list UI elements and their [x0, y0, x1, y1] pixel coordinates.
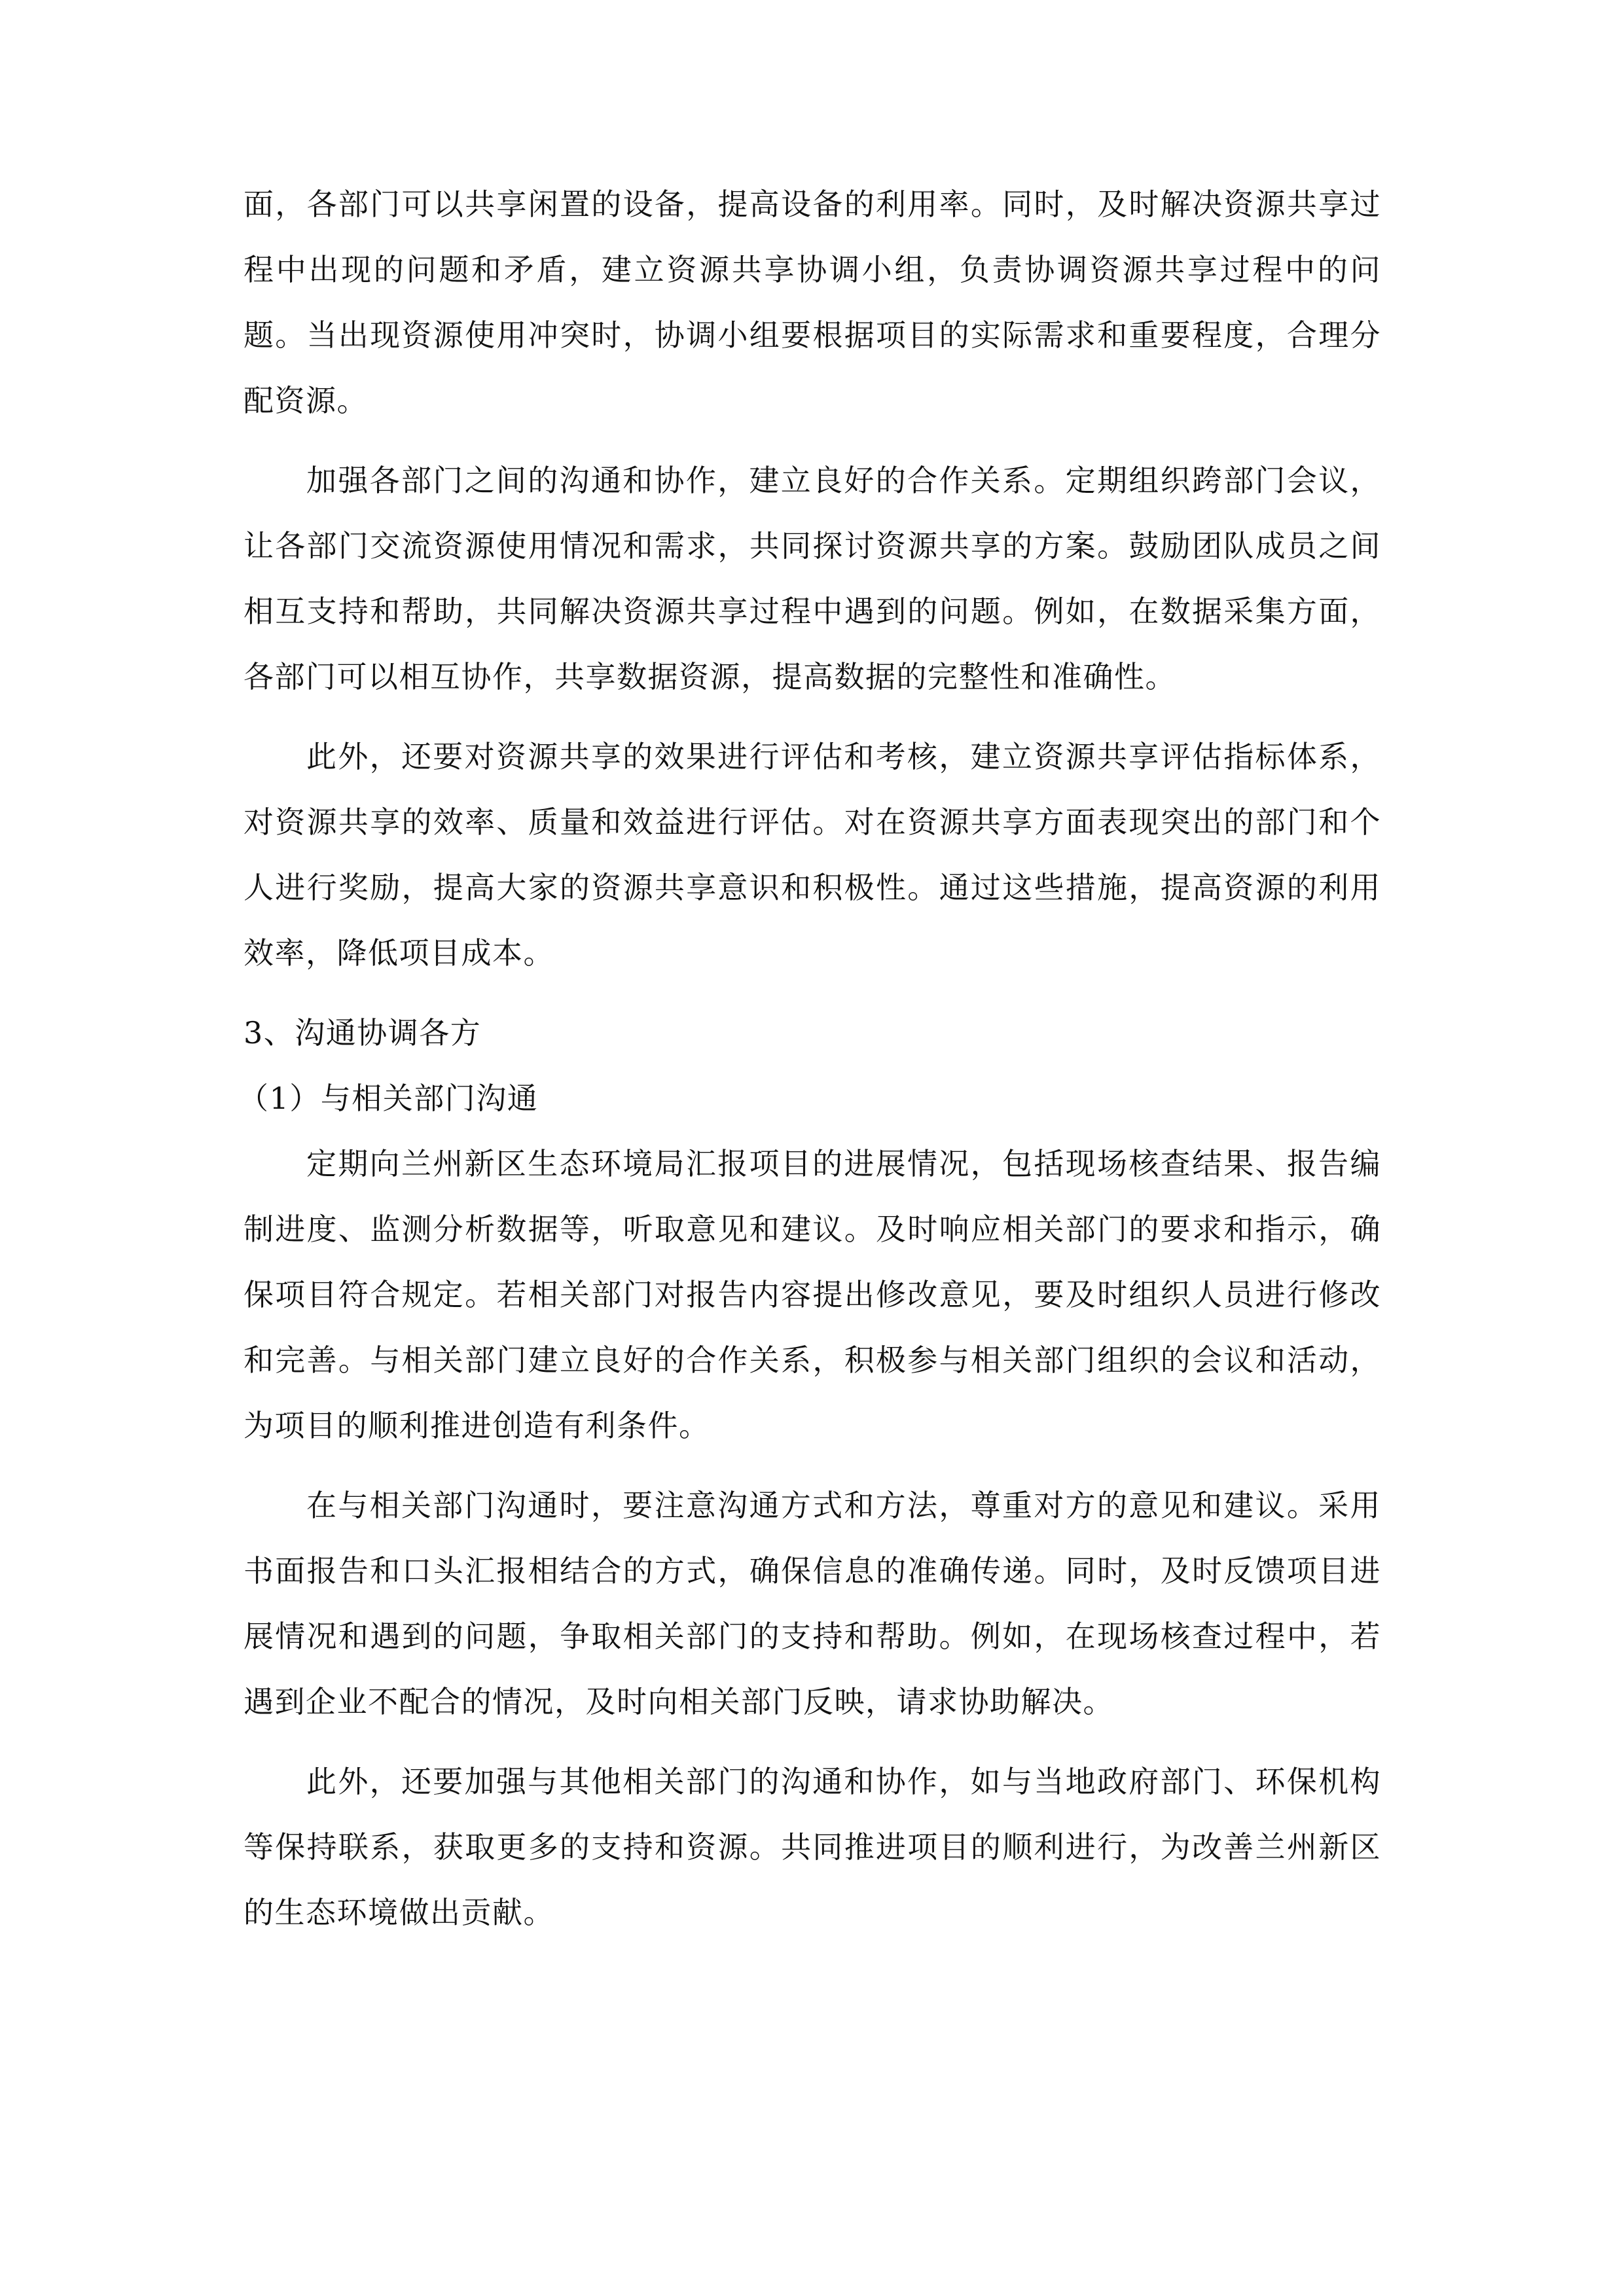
paragraph-report-progress: 定期向兰州新区生态环境局汇报项目的进展情况，包括现场核查结果、报告编制进度、监测分析数据等，听取意见和建议。及时响应相关部门的要求和指示，确保项目符合规定。若相关部门对报告内容提出修改意见，要及时组织人员进行修改和完善。与相关部门建立良好的合作关系，积极参与相关部门组织的会议和活动，为项目的顺利推进创造有利条件。 — [244, 1146, 1381, 1443]
paragraph-resource-sharing-evaluation: 此外，还要对资源共享的效果进行评估和考核，建立资源共享评估指标体系，对资源共享的效率、质量和效益进行评估。对在资源共享方面表现突出的部门和个人进行奖励，提高大家的资源共享意识和积极性。通过这些措施，提高资源的利用效率，降低项目成本。 — [244, 739, 1381, 971]
paragraph-continuation: 面，各部门可以共享闲置的设备，提高设备的利用率。同时，及时解决资源共享过程中出现的问题和矛盾，建立资源共享协调小组，负责协调资源共享过程中的问题。当出现资源使用冲突时，协调小组要根据项目的实际需求和重要程度，合理分配资源。 — [244, 187, 1381, 418]
document-body — [238, 171, 1381, 1945]
paragraph-cross-department-collaboration: 加强各部门之间的沟通和协作，建立良好的合作关系。定期组织跨部门会议，让各部门交流资源使用情况和需求，共同探讨资源共享的方案。鼓励团队成员之间相互支持和帮助，共同解决资源共享过程中遇到的问题。例如，在数据采集方面，各部门可以相互协作，共享数据资源，提高数据的完整性和准确性。 — [244, 463, 1381, 694]
subsection-heading: （1）与相关部门沟通 — [238, 1081, 539, 1116]
paragraph-other-departments: 此外，还要加强与其他相关部门的沟通和协作，如与当地政府部门、环保机构等保持联系，获取更多的支持和资源。共同推进项目的顺利进行，为改善兰州新区的生态环境做出贡献。 — [244, 1764, 1381, 1930]
paragraph-communication-method: 在与相关部门沟通时，要注意沟通方式和方法，尊重对方的意见和建议。采用书面报告和口头汇报相结合的方式，确保信息的准确传递。同时，及时反馈项目进展情况和遇到的问题，争取相关部门的支持和帮助。例如，在现场核查过程中，若遇到企业不配合的情况，及时向相关部门反映，请求协助解决。 — [244, 1488, 1381, 1719]
section-heading: 3、沟通协调各方 — [244, 1015, 482, 1050]
